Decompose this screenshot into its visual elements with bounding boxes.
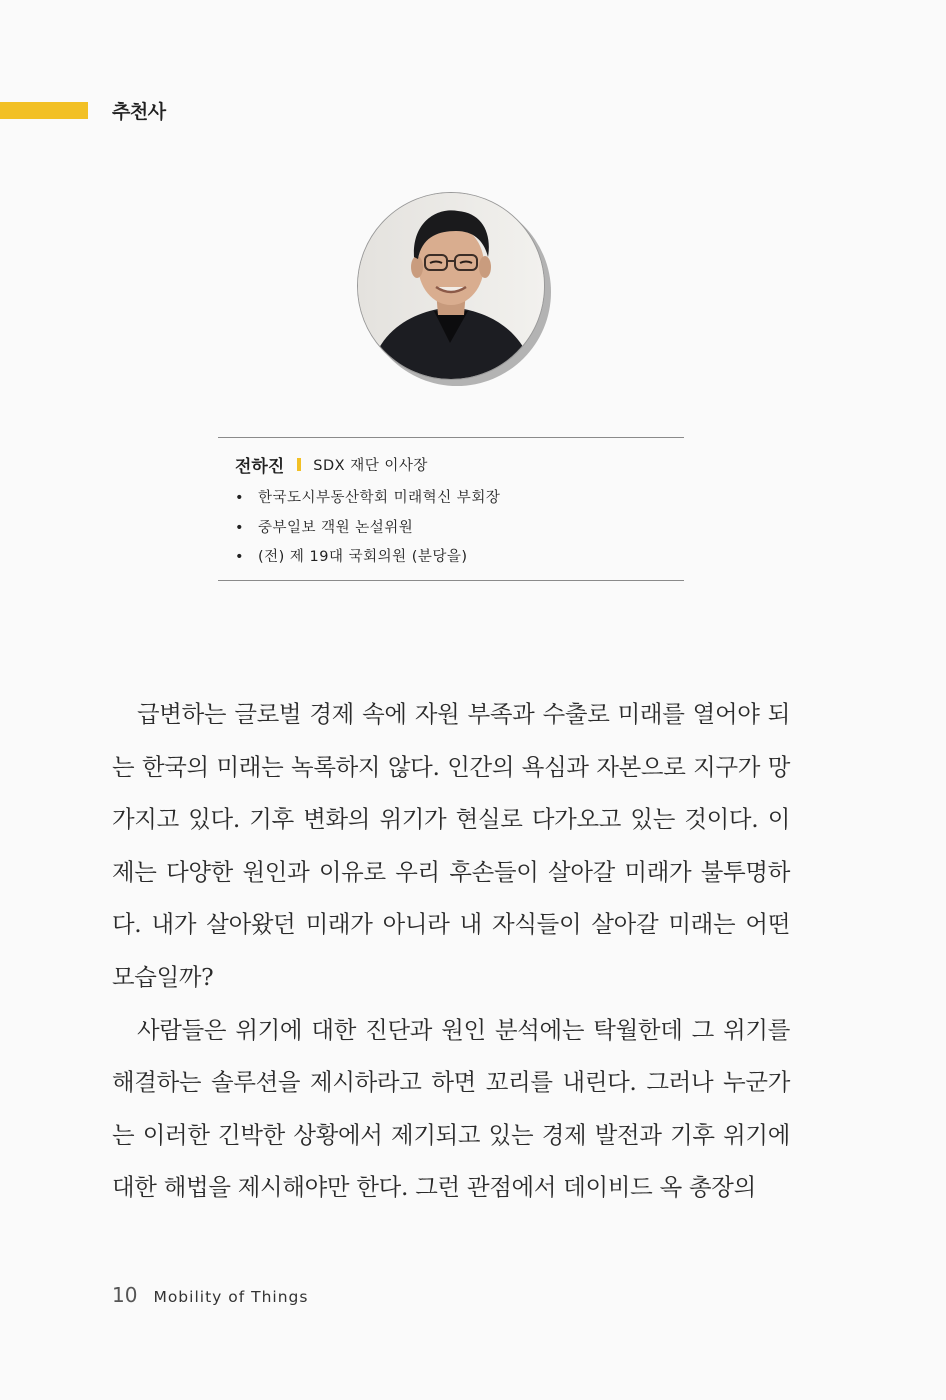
author-role: SDX 재단 이사장 <box>313 458 428 474</box>
name-separator <box>297 458 301 471</box>
credential-text: 중부일보 객원 논설위원 <box>258 519 414 536</box>
list-item <box>235 547 500 577</box>
paragraph: 사람들은 위기에 대한 진단과 원인 분석에는 탁월한데 그 위기를 해결하는 솔루션을 제시하라고 하면 꼬리를 내린다. 그러나 누군가는 이러한 긴박한 상황에서 제기되고 있는 경제 발전과 기후 위기에 대한 해법을 제시해야만 한다. 그런 관점에서 데이비드 옥 총장의 <box>112 1015 790 1202</box>
credential-text: 한국도시부동산학회 미래혁신 부회장 <box>258 490 501 506</box>
credential-text: (전) 제 19대 국회의원 (분당을) <box>258 549 468 565</box>
author-name: 전하진 <box>235 457 285 477</box>
section-title: 추천사 <box>112 101 166 123</box>
paragraph: 급변하는 글로벌 경제 속에 자원 부족과 수출로 미래를 열어야 되는 한국의 미래는 녹록하지 않다. 인간의 욕심과 자본으로 지구가 망가지고 있다. 기후 변화의 위기가 현실로 다가오고 있는 것이다. 이제는 다양한 원인과 이유로 우리 후손들이 살아갈 미래가 불투명하다. 내가 살아왔던 미래가 아니라 내 자식들이 살아갈 미래는 어떤 모습일까? <box>112 700 790 991</box>
author-portrait <box>357 192 545 380</box>
portrait-photo <box>357 192 545 380</box>
list-item <box>235 518 500 548</box>
page-footer <box>112 1283 308 1307</box>
bullet: • <box>235 519 245 536</box>
book-title: Mobility of Things <box>153 1288 309 1306</box>
profile-header <box>235 452 428 477</box>
author-profile <box>218 437 684 581</box>
section-accent-bar <box>0 102 88 119</box>
bullet: • <box>235 549 245 565</box>
bullet: • <box>235 490 245 506</box>
body-text <box>112 688 790 1214</box>
page-number: 10 <box>112 1283 138 1307</box>
list-item <box>235 488 500 518</box>
portrait-illustration <box>358 193 544 379</box>
credentials-list <box>235 488 500 577</box>
